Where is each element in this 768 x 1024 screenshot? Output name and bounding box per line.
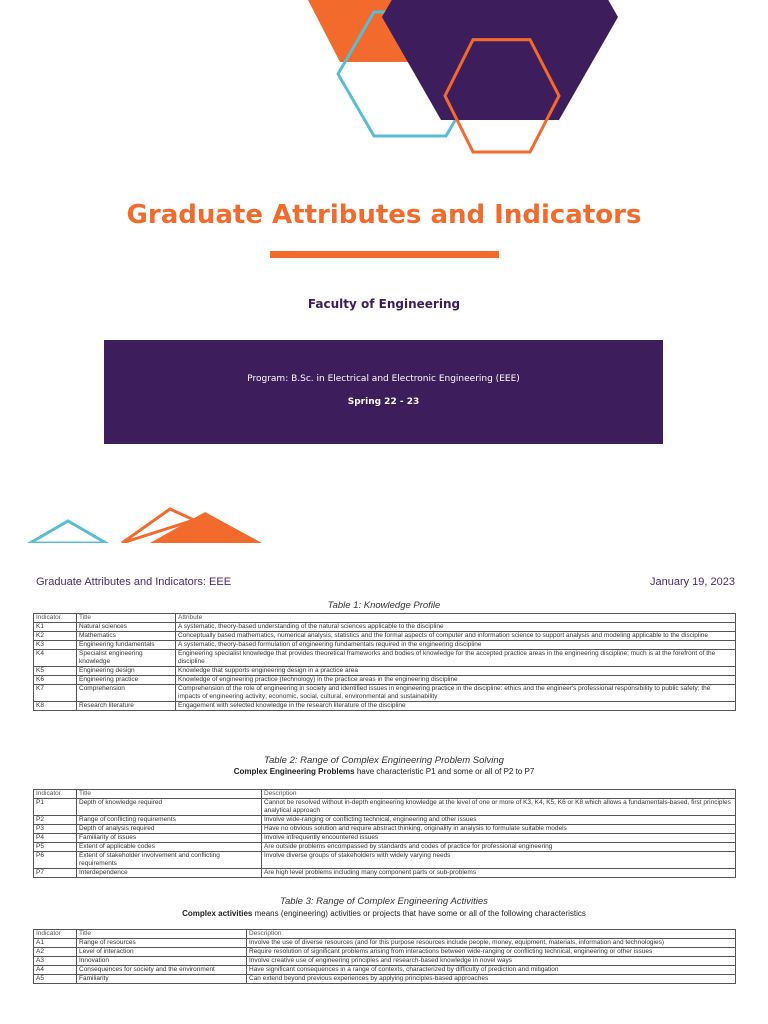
program-label: Program: <box>247 374 292 384</box>
table-row <box>34 869 736 878</box>
table-cell: K3 <box>34 641 77 650</box>
table-row <box>34 676 736 685</box>
table-cell: Interdependence <box>77 869 262 878</box>
table-cell: Range of conflicting requirements <box>77 816 262 825</box>
title-underline <box>270 251 499 258</box>
table-cell: A systematic, theory-based formulation of engineering fundamentals required in the engineering discipline <box>176 641 736 650</box>
table-cell: Can extend beyond previous experiences by applying principles-based approaches <box>247 975 736 984</box>
document-title: Graduate Attributes and Indicators <box>126 200 642 230</box>
table-cell: A5 <box>34 975 77 984</box>
table3-subtitle-bold: Complex activities <box>182 909 253 918</box>
table-cell: Natural sciences <box>77 623 176 632</box>
table-row <box>34 685 736 702</box>
table-row <box>34 799 736 816</box>
table-header-cell: Indicator <box>34 790 77 799</box>
table-cell: Comprehension <box>77 685 176 702</box>
table-header-row <box>34 614 736 623</box>
problem-solving-table <box>33 789 736 878</box>
table1-caption: Table 1: Knowledge Profile <box>327 600 441 611</box>
table-header-cell: Indicator <box>34 930 77 939</box>
table-header-cell: Description <box>247 930 736 939</box>
page-header-date: January 19, 2023 <box>649 576 735 588</box>
table3-caption: Table 3: Range of Complex Engineering Activities <box>280 896 488 907</box>
table-row <box>34 825 736 834</box>
table-cell: Involve diverse groups of stakeholders with widely varying needs <box>262 852 736 869</box>
table-row <box>34 667 736 676</box>
table-cell: Extent of stakeholder involvement and conflicting requirements <box>77 852 262 869</box>
table-cell: Range of resources <box>77 939 247 948</box>
table2-subtitle-rest: have characteristic P1 and some or all of P2 to P7 <box>354 767 535 776</box>
table-cell: P2 <box>34 816 77 825</box>
table-row <box>34 966 736 975</box>
table-cell: A systematic, theory-based understanding of the natural sciences applicable to the discipline <box>176 623 736 632</box>
table-row <box>34 623 736 632</box>
table-cell: Involve the use of diverse resources (and for this purpose resources include people, money, equipment, materials, information and technologies) <box>247 939 736 948</box>
table-cell: P3 <box>34 825 77 834</box>
table-cell: Comprehension of the role of engineering in society and identified issues in engineering practice in the discipline: ethics and the engineer's professional responsibility to public safety; the impacts of engineering activity; economic, social, cultural, environmental and sustainability <box>176 685 736 702</box>
table-cell: Involve creative use of engineering principles and research-based knowledge in novel ways <box>247 957 736 966</box>
table-row <box>34 939 736 948</box>
table-cell: P4 <box>34 834 77 843</box>
table-cell: Have significant consequences in a range of contexts, characterized by difficulty of prediction and mitigation <box>247 966 736 975</box>
table-cell: Familiarity <box>77 975 247 984</box>
table-cell: Involve infrequently encountered issues <box>262 834 736 843</box>
table-cell: Engineering specialist knowledge that provides theoretical frameworks and bodies of knowledge for the accepted practice areas in the engineering discipline; much is at the forefront of the discipline <box>176 650 736 667</box>
table-cell: K5 <box>34 667 77 676</box>
table-cell: Research literature <box>77 702 176 711</box>
table-row <box>34 632 736 641</box>
table-header-row <box>34 930 736 939</box>
table-cell: Engineering fundamentals <box>77 641 176 650</box>
table-cell: K1 <box>34 623 77 632</box>
table-cell: A2 <box>34 948 77 957</box>
table-cell: Specialist engineering knowledge <box>77 650 176 667</box>
table-cell: Level of interaction <box>77 948 247 957</box>
table-cell: Engineering practice <box>77 676 176 685</box>
table-cell: Knowledge that supports engineering design in a practice area <box>176 667 736 676</box>
table-cell: Engagement with selected knowledge in the research literature of the discipline <box>176 702 736 711</box>
table-cell: Familiarity of issues <box>77 834 262 843</box>
table-row <box>34 816 736 825</box>
program-box <box>104 340 663 444</box>
table-row <box>34 702 736 711</box>
table-header-cell: Title <box>77 614 176 623</box>
table-cell: Innovation <box>77 957 247 966</box>
table-header-cell: Indicator <box>34 614 77 623</box>
table-cell: Depth of knowledge required <box>77 799 262 816</box>
table-header-cell: Title <box>77 930 247 939</box>
table-cell: Involve wide-ranging or conflicting technical, engineering and other issues <box>262 816 736 825</box>
engineering-activities-table <box>33 929 736 984</box>
table-cell: Engineering design <box>77 667 176 676</box>
table-row <box>34 650 736 667</box>
table-header-row <box>34 790 736 799</box>
table-cell: Are high level problems including many component parts or sub-problems <box>262 869 736 878</box>
table3-subtitle-rest: means (engineering) activities or projects that have some or all of the following characteristics <box>252 909 586 918</box>
page-header-title: Graduate Attributes and Indicators: EEE <box>36 576 232 588</box>
purple-hexagon <box>382 0 618 120</box>
knowledge-profile-table <box>33 613 736 711</box>
table-cell: P7 <box>34 869 77 878</box>
faculty-name: Faculty of Engineering <box>307 297 461 311</box>
table-cell: Knowledge of engineering practice (technology) in the practice areas in the engineering discipline <box>176 676 736 685</box>
table-cell: P1 <box>34 799 77 816</box>
teal-hexagon-bottom <box>30 521 106 543</box>
table-cell: K2 <box>34 632 77 641</box>
table-cell: Are outside problems encompassed by standards and codes of practice for professional engineering <box>262 843 736 852</box>
program-line <box>104 374 663 384</box>
table-cell: A4 <box>34 966 77 975</box>
table-cell: A1 <box>34 939 77 948</box>
table-cell: Have no obvious solution and require abstract thinking, originality in analysis to formulate suitable models <box>262 825 736 834</box>
table-row <box>34 948 736 957</box>
table-cell: A3 <box>34 957 77 966</box>
content-page <box>0 543 768 1024</box>
table-header-cell: Title <box>77 790 262 799</box>
table-cell: Require resolution of significant problems arising from interactions between wide-ranging or conflicting technical, engineering or other issues <box>247 948 736 957</box>
table-cell: K8 <box>34 702 77 711</box>
table-header-cell: Description <box>262 790 736 799</box>
table2-subtitle <box>0 767 768 776</box>
table-row <box>34 975 736 984</box>
table-cell: P6 <box>34 852 77 869</box>
table-header-cell: Attribute <box>176 614 736 623</box>
program-name: B.Sc. in Electrical and Electronic Engineering (EEE) <box>291 374 520 384</box>
table-cell: K7 <box>34 685 77 702</box>
program-term: Spring 22 - 23 <box>347 397 420 407</box>
table-cell: Consequences for society and the environment <box>77 966 247 975</box>
table-cell: Conceptually based mathematics, numerical analysis, statistics and the formal aspects of computer and information science to support analysis and modeling applicable to the discipline <box>176 632 736 641</box>
table2-subtitle-bold: Complex Engineering Problems <box>233 767 355 776</box>
table2-caption: Table 2: Range of Complex Engineering Problem Solving <box>264 755 504 766</box>
table-row <box>34 852 736 869</box>
table-cell: Extent of applicable codes <box>77 843 262 852</box>
table-cell: Depth of analysis required <box>77 825 262 834</box>
table-row <box>34 834 736 843</box>
table-cell: Mathematics <box>77 632 176 641</box>
table-row <box>34 843 736 852</box>
table-cell: K4 <box>34 650 77 667</box>
table-row <box>34 957 736 966</box>
table3-subtitle <box>0 909 768 918</box>
table-cell: Cannot be resolved without in-depth engineering knowledge at the level of one or more of K3, K4, K5, K6 or K8 which allows a fundamentals-based, first principles analytical approach <box>262 799 736 816</box>
table-cell: P5 <box>34 843 77 852</box>
table-row <box>34 641 736 650</box>
table-cell: K6 <box>34 676 77 685</box>
